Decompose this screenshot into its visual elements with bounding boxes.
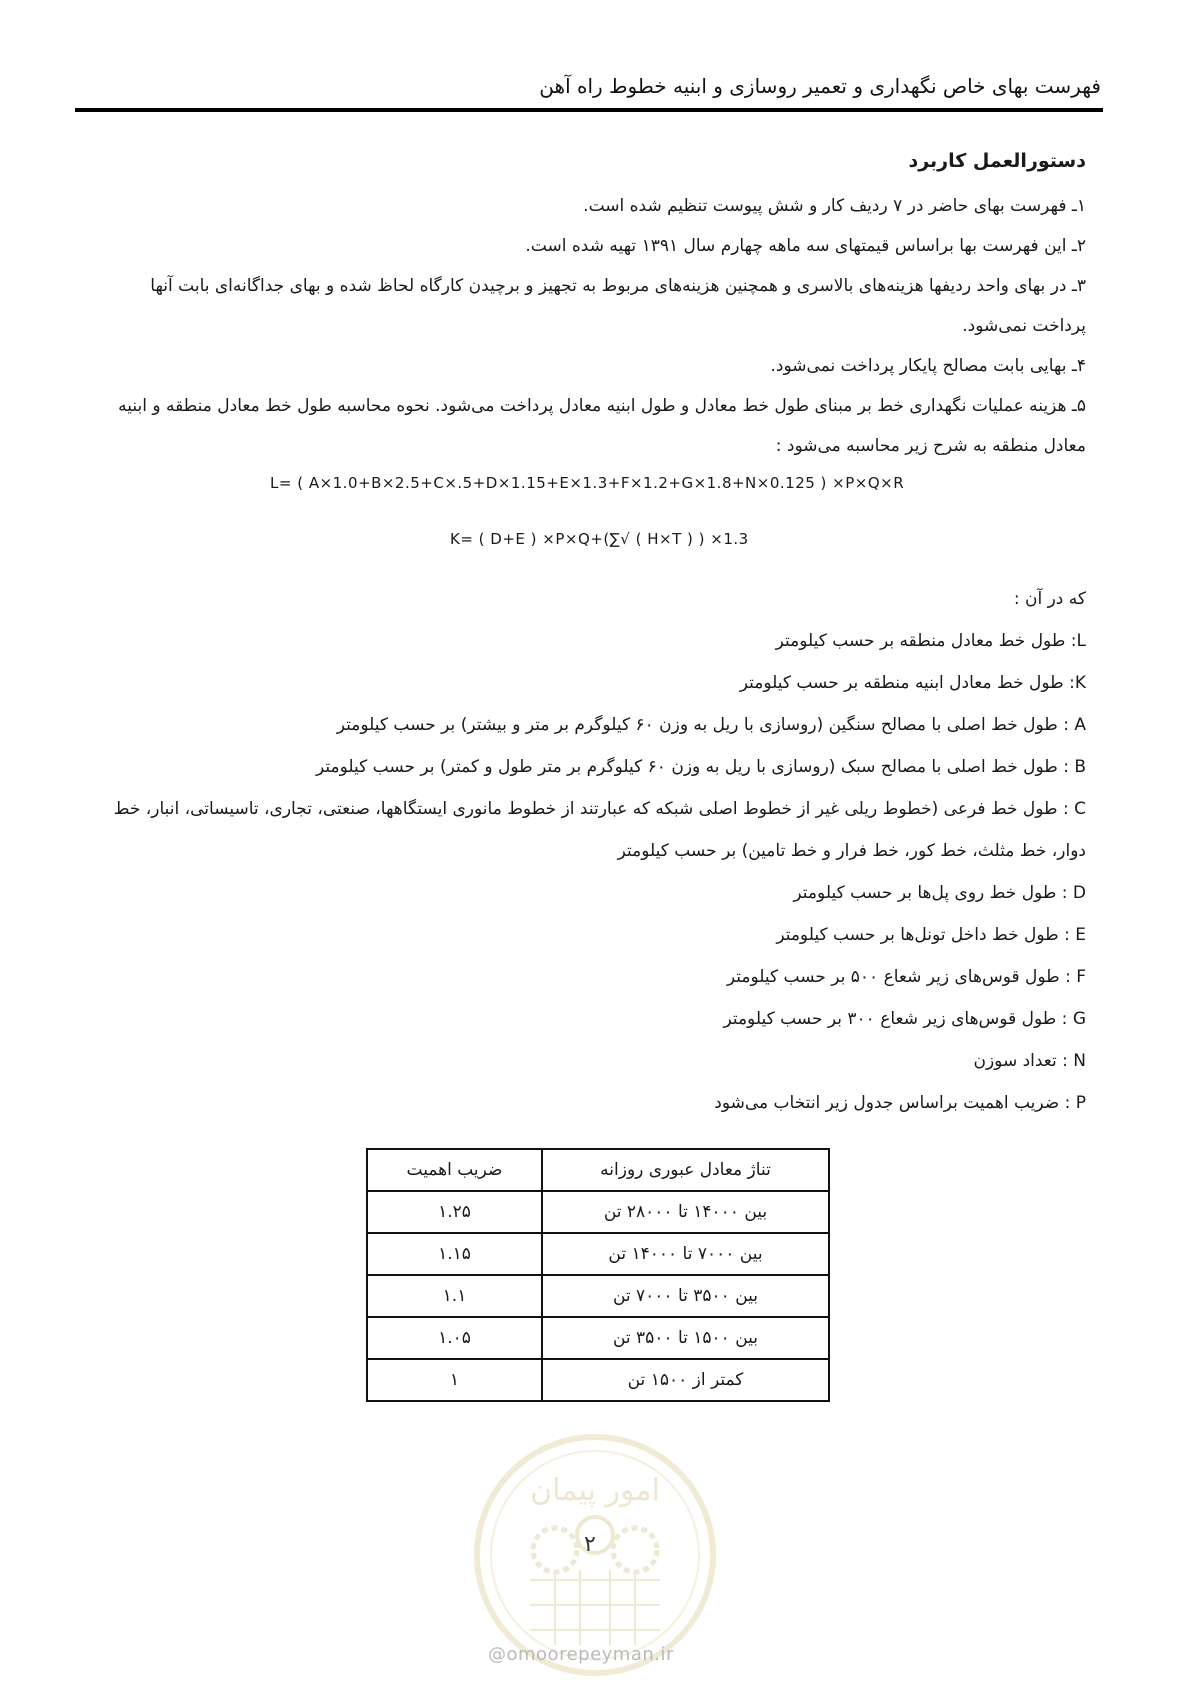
definition-symbol: N bbox=[1073, 1051, 1086, 1071]
table-cell-factor: ۱.۰۵ bbox=[367, 1317, 542, 1359]
definition-c bbox=[110, 788, 1086, 872]
definition-d bbox=[110, 872, 1086, 914]
document-body bbox=[110, 140, 1086, 1124]
definition-text: : تعداد سوزن bbox=[973, 1051, 1074, 1071]
page-number: ۲ bbox=[584, 1532, 596, 1557]
definition-f bbox=[110, 956, 1086, 998]
table-cell-factor: ۱.۱ bbox=[367, 1275, 542, 1317]
table-cell-factor: ۱.۱۵ bbox=[367, 1233, 542, 1275]
paragraph-2: ۲ـ این فهرست بها براساس قیمتهای سه ماهه چهارم سال ۱۳۹۱ تهیه شده است. bbox=[525, 236, 1086, 256]
definition-text: : طول قوس‌های زیر شعاع ۵۰۰ بر حسب کیلومتر bbox=[726, 967, 1077, 987]
definition-a bbox=[110, 704, 1086, 746]
definition-text: : طول خط داخل تونل‌ها بر حسب کیلومتر bbox=[776, 925, 1076, 945]
definition-n bbox=[110, 1040, 1086, 1082]
site-watermark: @omoorepeyman.ir bbox=[488, 1644, 674, 1665]
table-cell-factor: ۱ bbox=[367, 1359, 542, 1401]
paragraph-5: ۵ـ هزینه عملیات نگهداری خط بر مبنای طول خط معادل و طول ابنیه معادل پرداخت می‌شود. نحوه محاسبه طول خط معادل منطقه و ابنیه معادل منطقه به شرح زیر محاسبه می‌شود : bbox=[118, 396, 1086, 456]
table-row bbox=[367, 1317, 829, 1359]
table-cell-traffic: کمتر از ۱۵۰۰ تن bbox=[542, 1359, 829, 1401]
paragraph-4: ۴ـ بهایی بابت مصالح پایکار پرداخت نمی‌شود. bbox=[770, 356, 1086, 376]
paragraph-1: ۱ـ فهرست بهای حاضر در ۷ ردیف کار و شش پیوست تنظیم شده است. bbox=[583, 196, 1086, 216]
definition-text: : طول خط فرعی (خطوط ریلی غیر از خطوط اصلی شبکه که عبارتند از خطوط مانوری ایستگاهها، صنعتی، تجاری، تاسیساتی، انبار، خط دوار، خط مثلث، خط کور، خط فرار و خط تامین) بر حسب کیلومتر bbox=[113, 799, 1086, 861]
table-row bbox=[367, 1359, 829, 1401]
definition-text: طول خط معادل ابنیه منطقه بر حسب کیلومتر bbox=[739, 673, 1070, 693]
table-cell-traffic: بین ۱۵۰۰ تا ۳۵۰۰ تن bbox=[542, 1317, 829, 1359]
definition-b bbox=[110, 746, 1086, 788]
definition-symbol: A bbox=[1074, 715, 1086, 735]
section-title: دستورالعمل کاربرد bbox=[908, 150, 1086, 172]
definition-text: : طول خط روی پل‌ها بر حسب کیلومتر bbox=[793, 883, 1073, 903]
where-label: که در آن : bbox=[1013, 589, 1086, 609]
importance-factor-table bbox=[366, 1148, 830, 1402]
table-row bbox=[367, 1191, 829, 1233]
definition-symbol: D bbox=[1072, 883, 1086, 903]
definition-symbol: K: bbox=[1069, 673, 1086, 693]
spacer bbox=[110, 548, 1086, 578]
definition-symbol: P bbox=[1075, 1093, 1086, 1113]
definition-text: طول خط معادل منطقه بر حسب کیلومتر bbox=[775, 631, 1071, 651]
table-row bbox=[367, 1233, 829, 1275]
table-header-row bbox=[367, 1149, 829, 1191]
definition-symbol: F bbox=[1076, 967, 1086, 987]
table-cell-traffic: بین ۳۵۰۰ تا ۷۰۰۰ تن bbox=[542, 1275, 829, 1317]
definition-symbol: C bbox=[1074, 799, 1086, 819]
formula-k: K= ( D+E ) ×P×Q+(∑√ ( H×T ) ) ×1.3 bbox=[450, 530, 749, 548]
definition-text: : طول قوس‌های زیر شعاع ۳۰۰ بر حسب کیلومتر bbox=[723, 1009, 1073, 1029]
definition-text: : ضریب اهمیت براساس جدول زیر انتخاب می‌شود bbox=[714, 1093, 1076, 1113]
definition-symbol: B bbox=[1074, 757, 1086, 777]
definition-e bbox=[110, 914, 1086, 956]
svg-text:امور پیمان: امور پیمان bbox=[530, 1473, 660, 1508]
table-header-traffic: تناژ معادل عبوری روزانه bbox=[542, 1149, 829, 1191]
definition-symbol: G bbox=[1072, 1009, 1086, 1029]
definition-p bbox=[110, 1082, 1086, 1124]
table-cell-traffic: بین ۱۴۰۰۰ تا ۲۸۰۰۰ تن bbox=[542, 1191, 829, 1233]
definition-k bbox=[110, 662, 1086, 704]
formula-l: L= ( A×1.0+B×2.5+C×.5+D×1.15+E×1.3+F×1.2+G×1.8+N×0.125 ) ×P×Q×R bbox=[270, 474, 905, 492]
document-header-title: فهرست بهای خاص نگهداری و تعمیر روسازی و ابنیه خطوط راه آهن bbox=[539, 74, 1101, 98]
table-row bbox=[367, 1275, 829, 1317]
table-cell-traffic: بین ۷۰۰۰ تا ۱۴۰۰۰ تن bbox=[542, 1233, 829, 1275]
definition-l bbox=[110, 620, 1086, 662]
paragraph-3: ۳ـ در بهای واحد ردیفها هزینه‌های بالاسری و همچنین هزینه‌های مربوط به تجهیز و برچیدن کارگاه لحاظ شده و بهای جداگانه‌ای بابت آنها پرداخت نمی‌شود. bbox=[150, 276, 1086, 336]
definition-symbol: E bbox=[1075, 925, 1086, 945]
table-header-factor: ضریب اهمیت bbox=[367, 1149, 542, 1191]
header-rule bbox=[75, 108, 1103, 112]
definition-symbol: L: bbox=[1070, 631, 1086, 651]
table-cell-factor: ۱.۲۵ bbox=[367, 1191, 542, 1233]
definition-text: : طول خط اصلی با مصالح سنگین (روسازی با ریل به وزن ۶۰ کیلوگرم بر متر و بیشتر) بر حسب کیلومتر bbox=[336, 715, 1075, 735]
definition-text: : طول خط اصلی با مصالح سبک (روسازی با ریل به وزن ۶۰ کیلوگرم بر متر طول و کمتر) بر حسب کیلومتر bbox=[316, 757, 1075, 777]
definition-g bbox=[110, 998, 1086, 1040]
